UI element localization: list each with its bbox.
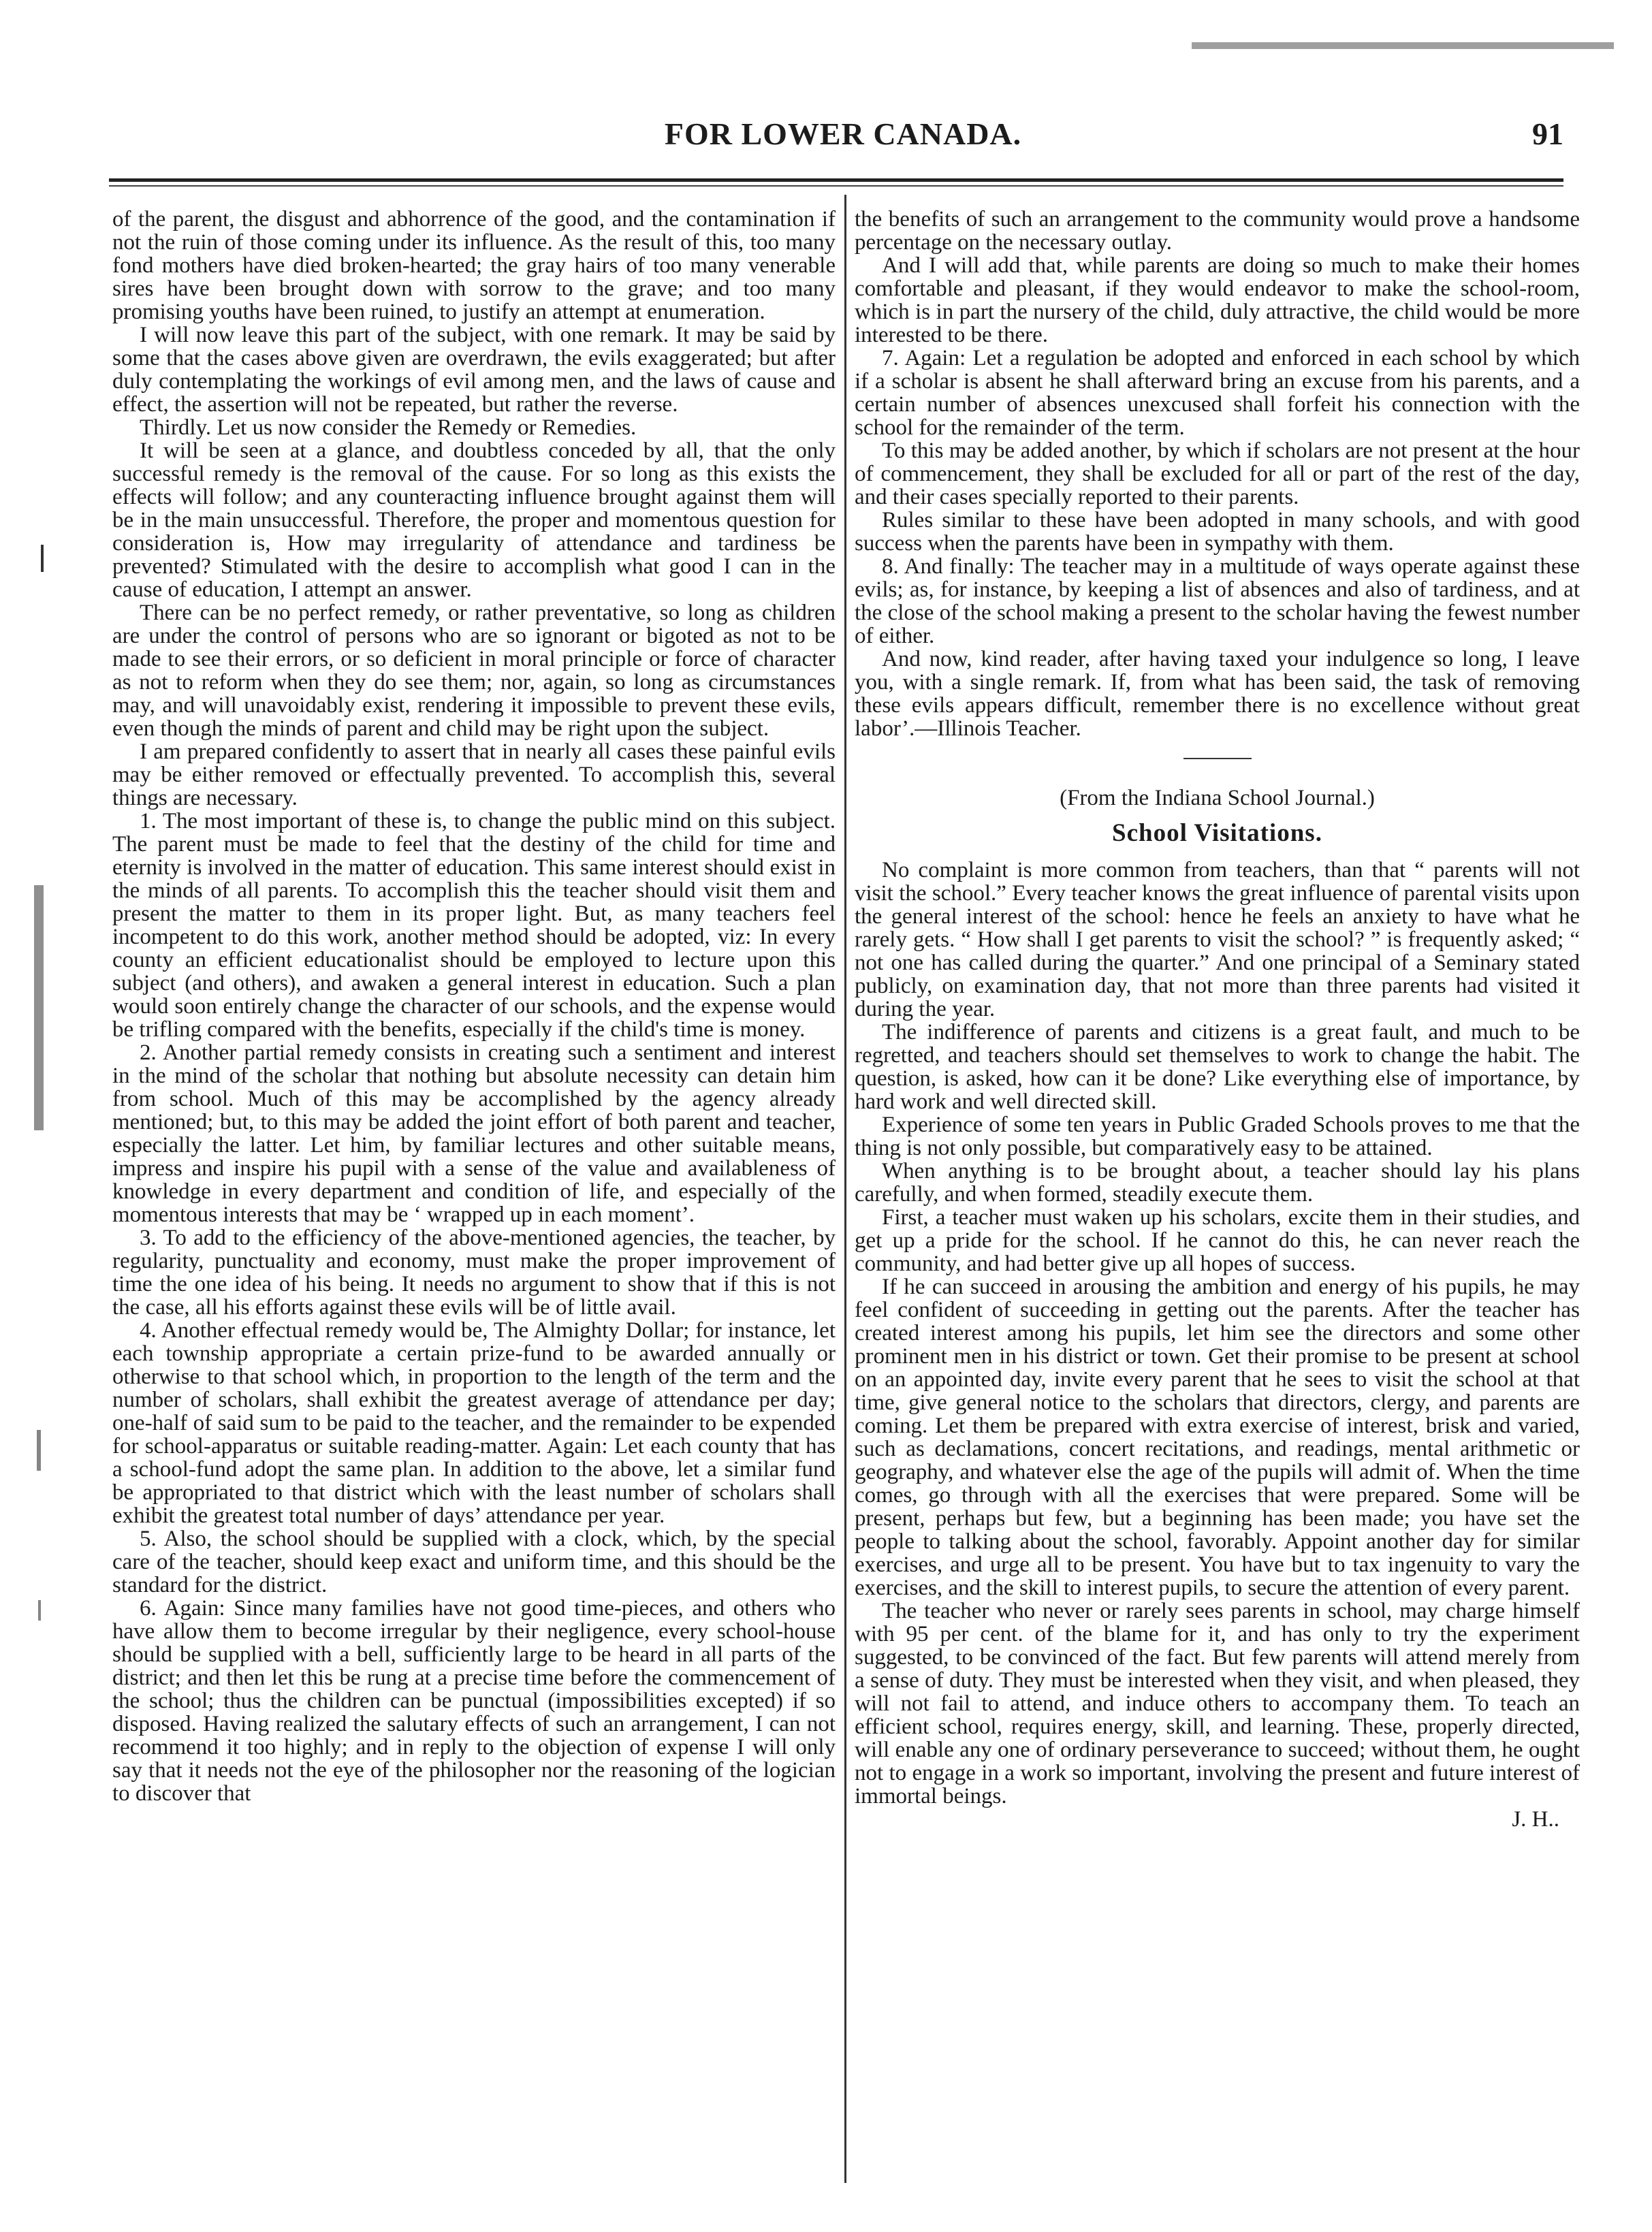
paragraph: 8. And finally: The teacher may in a multitude of ways operate against these evils; as, for instance, by keeping a list of absences and also of tardiness, and at the close of the school making a present to the scholar having the fewest number of either. (855, 554, 1580, 648)
signature-line (855, 1808, 1580, 1831)
right-column (855, 208, 1580, 2182)
paragraph: And now, kind reader, after having taxed your indulgence so long, I leave you, with a single remark. If, from what has been said, the task of removing these evils appears difficult, remember there is no excellence without great labor’.—Illinois Teacher. (855, 647, 1580, 741)
paragraph: To this may be added another, by which if scholars are not present at the hour of commencement, they shall be excluded for all or part of the rest of the day, and their cases specially reported to their parents. (855, 439, 1580, 509)
paragraph: If he can succeed in arousing the ambition and energy of his pupils, he may feel confident of succeeding in getting out the parents. After the teacher has created interest among his pupils, let him see the directors and some other prominent men in his district or town. Get their promise to be present at school on an appointed day, invite every parent that he sees to visit the school at that time, give general notice to the scholars that directors, clergy, and parents are coming. Let them be prepared with extra exercise of interest, brisk and varied, such as declamations, concert recitations, and readings, mental arithmetic or geography, and whatever else the age of the pupils will admit of. When the time comes, go through with all the exercises that were prepared. Some will be present, perhaps but few, but a beginning has been made; you have set the people to talking about the school, favorably. Appoint another day for similar exercises, and urge all to be present. You have but to tax ingenuity to vary the exercises, and the skill to interest pupils, to secure the attention of every parent. (855, 1275, 1580, 1600)
page-number: 91 (1532, 116, 1563, 151)
section-rule (1184, 758, 1252, 759)
paragraph: It will be seen at a glance, and doubtless conceded by all, that the only successful remedy is the removal of the cause. For so long as this exists the effects will follow; and any counteracting influence brought against them will be in the main unsuccessful. Therefore, the proper and momentous question for consideration is, How may irregularity of attendance and tardiness be prevented? Stimulated with the desire to accomplish what good I can in the cause of education, I attempt an answer. (112, 439, 836, 602)
paragraph: 5. Also, the school should be supplied with a clock, which, by the special care of the teacher, should keep exact and uniform time, and this should be the standard for the district. (112, 1527, 836, 1597)
paragraph: The teacher who never or rarely sees parents in school, may charge himself with 95 per cent. of the blame for it, and has only to try the experiment suggested, to be convinced of the fact. But few parents will attend merely from a sense of duty. They must be interested when they visit, and when pleased, they will not fail to attend, and induce others to accompany them. To teach an efficient school, requires energy, skill, and learning. These, properly directed, will enable any one of ordinary perseverance to succeed; without them, he ought not to engage in a work so important, involving the present and future interest of immortal beings. (855, 1599, 1580, 1808)
paragraph: 3. To add to the efficiency of the above-mentioned agencies, the teacher, by regularity, punctuality and economy, must make the proper improvement of time the one idea of his being. It needs no argument to show that if this is not the case, all his efforts against these evils will be of little avail. (112, 1226, 836, 1320)
margin-binding-marks (20, 204, 61, 2179)
paragraph: 6. Again: Since many families have not good time-pieces, and others who have allow them to become irregular by their negligence, every school-house should be supplied with a bell, sufficiently large to be heard in all parts of the district; and then let this be rung at a precise time before the commencement of the school; thus the children can be punctual (impossibilities excepted) if so disposed. Having realized the salutary effects of such an arrangement, I can not recommend it too highly; and in reply to the objection of expense I will only say that it needs not the eye of the philosopher nor the reasoning of the logician to discover that (112, 1596, 836, 1806)
paragraph: I am prepared confidently to assert that in nearly all cases these painful evils may be either removed or effectually prevented. To accomplish this, several things are necessary. (112, 739, 836, 810)
paragraph: The indifference of parents and citizens is a great fault, and much to be regretted, and teachers should set themselves to work to change the habit. The question, is asked, how can it be done? Like everything else of importance, by hard work and well directed skill. (855, 1020, 1580, 1114)
header-rule-thick (109, 178, 1563, 182)
paragraph: 1. The most important of these is, to change the public mind on this subject. The parent must be made to feel that the destiny of the child for time and eternity is involved in the matter of education. This same interest should exist in the minds of all parents. To accomplish this the teacher should visit them and present the matter to them in its proper light. But, as many teachers feel incompetent to do this work, another method should be adopted, viz: In every county an efficient educationalist should be employed to lecture upon this subject (and others), and awaken a general interest in education. Such a plan would soon entirely change the character of our schools, and the expense would be trifling compared with the benefits, especially if the child's time is money. (112, 809, 836, 1042)
paragraph: When anything is to be brought about, a teacher should lay his plans carefully, and when formed, steadily execute them. (855, 1159, 1580, 1207)
paragraph: Thirdly. Let us now consider the Remedy or Remedies. (140, 415, 637, 440)
paragraph: Rules similar to these have been adopted in many schools, and with good success when the parents have been in sympathy with them. (855, 508, 1580, 556)
paragraph: the benefits of such an arrangement to the community would prove a handsome percentage on the necessary outlay. (855, 208, 1580, 255)
column-divider (844, 195, 846, 2183)
paragraph: And I will add that, while parents are doing so much to make their homes comfortable and pleasant, if they would endeavor to make the school-room, which is in part the nursery of the child, duly attractive, the child would be more interested to be there. (855, 253, 1580, 347)
paragraph: 7. Again: Let a regulation be adopted and enforced in each school by which if a scholar is absent he shall afterward bring an excuse from his parents, and a certain number of absences unexcused shall forfeit his connection with the school for the remainder of the term. (855, 346, 1580, 440)
paragraph: I will now leave this part of the subject, with one remark. It may be said by some that the cases above given are overdrawn, the evils exaggerated; but after duly contemplating the workings of evil among men, and the laws of cause and effect, the assertion will not be repeated, but rather the reverse. (112, 323, 836, 417)
running-title: FOR LOWER CANADA. (664, 116, 1022, 151)
article-heading: School Visitations. (1112, 819, 1322, 847)
paragraph: of the parent, the disgust and abhorrence of the good, and the contamination if not the ruin of those coming under its influence. As the result of this, too many fond mothers have died broken-hearted; the gray hairs of too many venerable sires have been brought down with sorrow to the grave; and too many promising youths have been ruined, to justify an attempt at enumeration. (112, 208, 836, 324)
signature: J. H.. (1512, 1807, 1559, 1832)
print-smudge (1192, 42, 1614, 49)
header-rule-thin (109, 185, 1563, 187)
paragraph: Experience of some ten years in Public Graded Schools proves to me that the thing is not only possible, but comparatively easy to be attained. (855, 1113, 1580, 1160)
page-header (102, 116, 1584, 170)
paragraph: First, a teacher must waken up his scholars, excite them in their studies, and get up a pride for the school. If he cannot do this, he can never reach the community, and had better give up all hopes of success. (855, 1205, 1580, 1276)
left-column (112, 208, 836, 2182)
paragraph: No complaint is more common from teachers, than that “ parents will not visit the school.” Every teacher knows the great influence of parental visits upon the general interest of the school: hence he feels an anxiety to have what he rarely gets. “ How shall I get parents to visit the school? ” is frequently asked; “ not one has called during the quarter.” And one principal of a Seminary stated publicly, on examination day, that not more than three parents had visited it during the year. (855, 858, 1580, 1021)
paragraph: 2. Another partial remedy consists in creating such a sentiment and interest in the mind of the scholar that nothing but absolute necessity can detain him from school. Much of this may be accomplished by the agency already mentioned; but, to this may be added the joint effort of both parent and teacher, especially the latter. Let him, by familiar lectures and other suitable means, impress and inspire his pupil with a sense of the value and availableness of knowledge in every department and condition of life, and especially of the momentous interests that may be ‘ wrapped up in each moment’. (112, 1040, 836, 1227)
source-note: (From the Indiana School Journal.) (1060, 786, 1375, 810)
paragraph: There can be no perfect remedy, or rather preventative, so long as children are under the control of persons who are so ignorant or bigoted as not to be made to see their errors, or so deficient in moral principle or force of character as not to reform when they do see them; nor, again, so long as circumstances may, and will unavoidably exist, rendering it impossible to prevent these evils, even though the minds of parent and child may be right upon the subject. (112, 601, 836, 741)
paragraph: 4. Another effectual remedy would be, The Almighty Dollar; for instance, let each township appropriate a certain prize-fund to be awarded annually or otherwise to that school which, in proportion to the length of the term and the number of scholars, shall exhibit the greatest average of attendance per day; one-half of said sum to be paid to the teacher, and the remainder to be expended for school-apparatus or suitable reading-matter. Again: Let each county that has a school-fund adopt the same plan. In addition to the above, let a similar fund be appropriated to that district which with the least number of scholars shall exhibit the greatest total number of days’ attendance per year. (112, 1318, 836, 1528)
